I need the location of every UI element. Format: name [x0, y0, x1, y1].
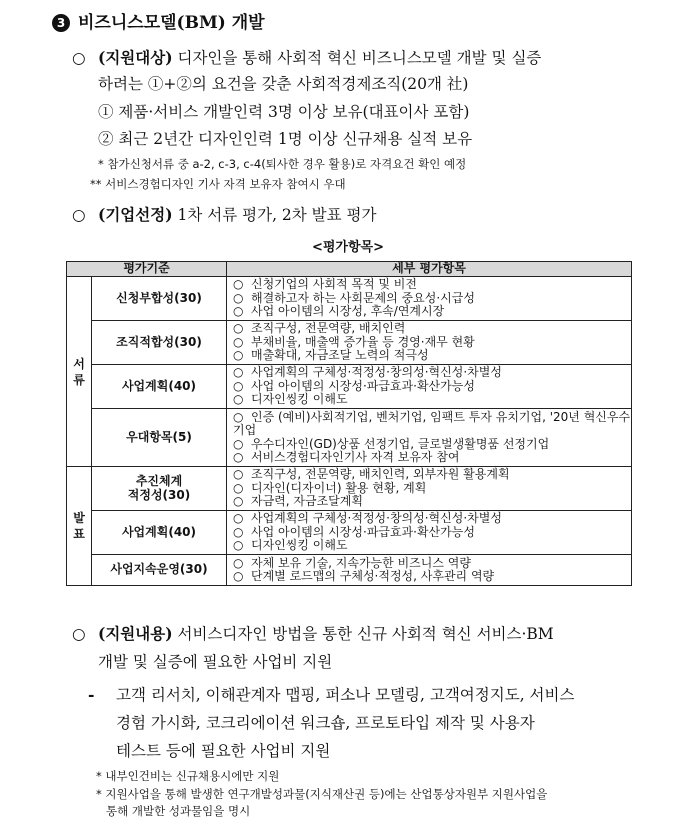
content-note-1: * 내부인건비는 신규채용시에만 지원	[96, 769, 280, 783]
bullet-circle: ○	[72, 625, 86, 643]
support-target-line2: 하려는 ①+②의 요건을 갖춘 사회적경제조직(20개 社)	[98, 75, 469, 93]
details-cell: ○ 사업계획의 구체성·적정성·창의성·혁신성·차별성 ○ 사업 아이템의 시장성·파급효과·확산가능성 ○ 디자인씽킹 이해도	[227, 365, 632, 409]
details-cell: ○ 인증 (예비)사회적기업, 벤처기업, 임팩트 투자 유치기업, '20년 혁신우수기업 ○ 우수디자인(GD)상품 선정기업, 글로벌생활명품 선정기업 ○ 서비스경험디자인기사 자격 보유자 참여	[227, 409, 632, 467]
group-presentation: 발 표	[67, 467, 92, 586]
table-row	[67, 511, 632, 555]
support-target-line1	[72, 46, 541, 68]
support-target-label: (지원대상)	[98, 48, 173, 67]
header-details: 세부 평가항목	[227, 262, 632, 277]
selection-line	[72, 203, 377, 225]
group-document: 서 류	[67, 277, 92, 467]
table-row	[67, 277, 632, 321]
target-note-2: ** 서비스경험디자인 기사 자격 보유자 참여시 우대	[90, 177, 346, 191]
table-row	[67, 555, 632, 586]
support-content-text1: 서비스디자인 방법을 통한 신규 사회적 혁신 서비스·BM	[172, 625, 554, 643]
table-row	[67, 321, 632, 365]
selection-text: 1차 서류 평가, 2차 발표 평가	[172, 206, 377, 224]
detail-line-2: 경험 가시화, 코크리에이션 워크숍, 프로토타입 제작 및 사용자	[116, 714, 535, 732]
criteria-cell: 추진체계 적정성(30)	[92, 467, 227, 511]
table-caption: <평가항목>	[311, 240, 385, 255]
table-row	[67, 467, 632, 511]
criteria-cell: 우대항목(5)	[92, 409, 227, 467]
table-row	[67, 409, 632, 467]
detail-line-3: 테스트 등에 필요한 사업비 지원	[116, 742, 331, 760]
table-row	[67, 365, 632, 409]
criteria-cell: 사업계획(40)	[92, 511, 227, 555]
selection-label: (기업선정)	[98, 205, 173, 224]
requirement-2: ② 최근 2년간 디자인인력 1명 이상 신규채용 실적 보유	[98, 130, 473, 148]
detail-line-1: - 고객 리서치, 이해관계자 맵핑, 퍼소나 모델링, 고객여정지도, 서비스	[88, 685, 575, 704]
bullet-circle: ○	[72, 206, 86, 224]
criteria-cell: 사업계획(40)	[92, 365, 227, 409]
details-cell: ○ 사업계획의 구체성·적정성·창의성·혁신성·차별성 ○ 사업 아이템의 시장성·파급효과·확산가능성 ○ 디자인씽킹 이해도	[227, 511, 632, 555]
criteria-cell: 조직적합성(30)	[92, 321, 227, 365]
header-criteria: 평가기준	[67, 262, 227, 277]
bullet-circle: ○	[72, 49, 86, 67]
section-title-text: 비즈니스모델(BM) 개발	[78, 13, 265, 33]
table-header-row	[67, 262, 632, 277]
requirement-1: ① 제품·서비스 개발인력 3명 이상 보유(대표이사 포함)	[98, 103, 470, 121]
details-cell: ○ 조직구성, 전문역량, 배치인력 ○ 부채비율, 매출액 증가율 등 경영·재무 현황 ○ 매출확대, 자금조달 노력의 적극성	[227, 321, 632, 365]
details-cell: ○ 신청기업의 사회적 목적 및 비전 ○ 해결하고자 하는 사회문제의 중요성·시급성 ○ 사업 아이템의 시장성, 후속/연계시장	[227, 277, 632, 321]
content-note-2b: 통해 개발한 성과물임을 명시	[106, 804, 251, 818]
details-cell: ○ 조직구성, 전문역량, 배치인력, 외부자원 활용계획 ○ 디자인(디자이너) 활용 현황, 계획 ○ 자금력, 자금조달계획	[227, 467, 632, 511]
criteria-cell: 사업지속운영(30)	[92, 555, 227, 586]
section-number-badge: 3	[52, 14, 70, 32]
support-content-label: (지원내용)	[98, 624, 173, 643]
section-title	[52, 8, 265, 33]
evaluation-table	[66, 261, 632, 586]
support-content-line1	[72, 622, 554, 644]
criteria-cell: 신청부합성(30)	[92, 277, 227, 321]
target-note-1: * 참가신청서류 중 a-2, c-3, c-4(퇴사한 경우 활용)로 자격요건 확인 예정	[98, 157, 467, 171]
content-note-2a: * 지원사업을 통해 발생한 연구개발성과물(지식재산권 등)에는 산업통상자원부 지원사업을	[96, 787, 548, 801]
details-cell: ○ 자체 보유 기술, 지속가능한 비즈니스 역량 ○ 단계별 로드맵의 구체성·적정성, 사후관리 역량	[227, 555, 632, 586]
support-target-text1: 디자인을 통해 사회적 혁신 비즈니스모델 개발 및 실증	[172, 49, 542, 67]
support-content-line2: 개발 및 실증에 필요한 사업비 지원	[98, 653, 333, 671]
dash-bullet: -	[88, 685, 95, 704]
